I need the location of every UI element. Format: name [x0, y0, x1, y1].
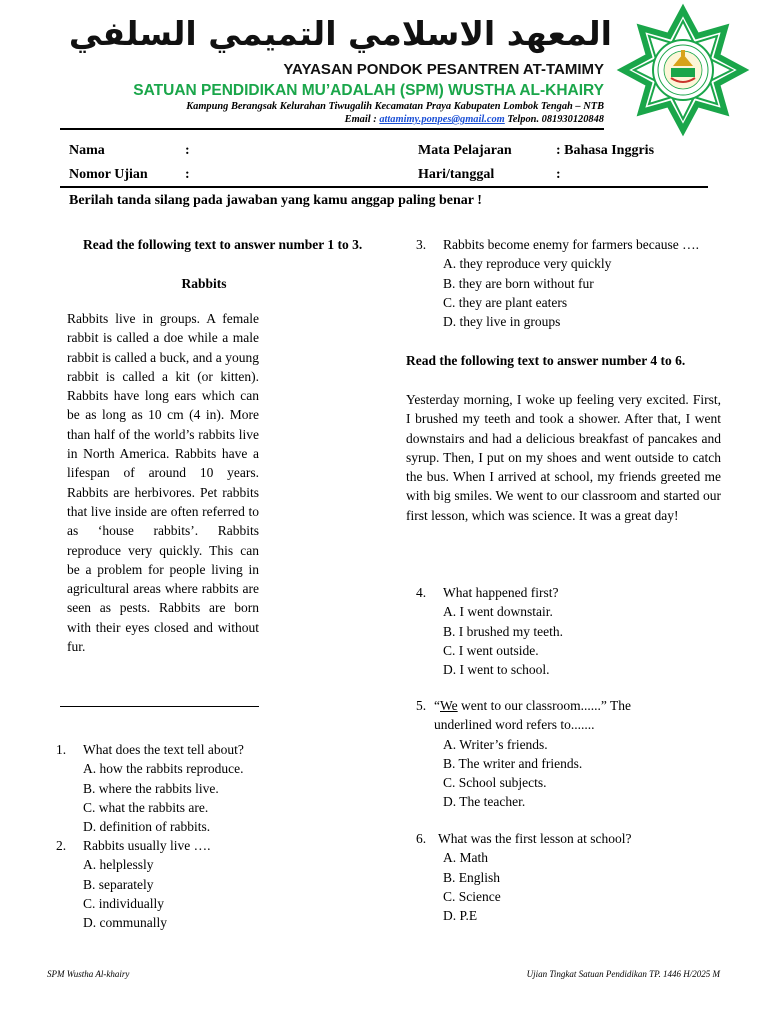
hari-tanggal-field[interactable]: :: [556, 167, 561, 182]
foundation-name: YAYASAN PONDOK PESANTREN AT-TAMIMY: [283, 61, 604, 78]
option-b[interactable]: B. they are born without fur: [443, 275, 594, 291]
question-number: 6.: [416, 831, 427, 846]
option-d[interactable]: D. The teacher.: [443, 794, 526, 810]
question-number: 4.: [416, 585, 427, 600]
reading-2-heading: Read the following text to answer number 4 to 6.: [406, 353, 686, 368]
option-c[interactable]: C. I went outside.: [443, 642, 539, 658]
underlined-word: We: [440, 698, 458, 713]
option-a[interactable]: A. Math: [443, 850, 488, 866]
school-contact: [60, 113, 604, 126]
option-c[interactable]: C. individually: [83, 895, 164, 911]
option-b[interactable]: B. English: [443, 869, 501, 885]
option-b[interactable]: B. where the rabbits live.: [83, 780, 219, 796]
option-d[interactable]: D. P.E: [443, 908, 478, 924]
email-link[interactable]: attamimy.ponpes@gmail.com: [379, 114, 505, 125]
header-divider: [60, 128, 604, 130]
school-address: Kampung Berangsak Kelurahan Tiwugalih Kecamatan Praya Kabupaten Lombok Tengah – NTB: [186, 101, 604, 112]
option-c[interactable]: C. they are plant eaters: [443, 294, 568, 310]
question-text: Rabbits become enemy for farmers because ….: [443, 237, 700, 252]
question-2: [56, 836, 356, 932]
reading-1-title: Rabbits: [181, 276, 227, 291]
hari-tanggal-label: Hari/tanggal: [418, 167, 495, 182]
nama-field[interactable]: :: [185, 143, 190, 158]
mata-pelajaran-label: Mata Pelajaran: [418, 143, 512, 158]
nama-label: Nama: [69, 143, 105, 158]
question-1: [56, 740, 356, 836]
question-text: [434, 696, 676, 735]
option-b[interactable]: B. I brushed my teeth.: [443, 623, 563, 639]
option-d[interactable]: D. I went to school.: [443, 662, 550, 678]
nomor-ujian-label: Nomor Ujian: [69, 167, 148, 182]
question-number: 5.: [416, 698, 427, 713]
reading-1-passage: Rabbits live in groups. A female rabbit is called a doe while a male rabbit is called a buck, and a young rabbit is called a kit (or kitten). Rabbits have long ears which can be as long as 10 cm (4 in). More than half of the world’s rabbits live in North America. Rabbits have a lifespan of around 10 years. Rabbits are herbivores. Pet rabbits that live inside are often referred to as ‘house rabbits’. Rabbits reproduce very quickly. This can be a problem for people living in agricultural areas where rabbits are seen as pests. Rabbits are born with their eyes closed and without fur.: [67, 311, 259, 655]
school-unit-name: SATUAN PENDIDIKAN MU’ADALAH (SPM) WUSTHA AL-KHAIRY: [133, 82, 604, 99]
option-a[interactable]: A. helplessly: [83, 857, 154, 873]
option-a[interactable]: A. I went downstair.: [443, 604, 553, 620]
school-logo-icon: [621, 8, 745, 132]
option-d[interactable]: D. definition of rabbits.: [83, 819, 211, 835]
footer-exam-info: Ujian Tingkat Satuan Pendidikan TP. 1446 H/2025 M: [526, 969, 720, 979]
option-b[interactable]: B. separately: [83, 876, 154, 892]
question-4: [416, 583, 716, 679]
question-6: [416, 829, 716, 925]
question-text-rest: went to our classroom......” The underlined word refers to.......: [434, 698, 631, 733]
option-d[interactable]: D. communally: [83, 915, 167, 931]
arabic-institution-title: المعهد الاسلامي التميمي السلفي: [68, 14, 612, 53]
reading-1-heading: Read the following text to answer number 1 to 3.: [83, 237, 363, 252]
option-d[interactable]: D. they live in groups: [443, 314, 561, 330]
question-5: [416, 696, 676, 812]
nomor-ujian-field[interactable]: :: [185, 167, 190, 182]
question-text: What was the first lesson at school?: [438, 831, 632, 846]
passage-divider: [60, 706, 259, 707]
option-c[interactable]: C. School subjects.: [443, 775, 547, 791]
quote-open: “: [434, 698, 440, 713]
option-a[interactable]: A. Writer’s friends.: [443, 736, 548, 752]
option-b[interactable]: B. The writer and friends.: [443, 755, 583, 771]
question-text: Rabbits usually live ….: [83, 838, 211, 853]
mata-pelajaran-value: : Bahasa Inggris: [556, 143, 655, 158]
footer-school: SPM Wustha Al-khairy: [47, 969, 130, 979]
question-3: [416, 235, 716, 331]
email-label: Email :: [344, 114, 377, 125]
question-number: 1.: [56, 742, 67, 757]
question-text: What does the text tell about?: [83, 742, 244, 757]
option-c[interactable]: C. what the rabbits are.: [83, 799, 209, 815]
question-number: 3.: [416, 237, 427, 252]
exam-instruction: Berilah tanda silang pada jawaban yang kamu anggap paling benar !: [69, 193, 482, 208]
question-text: What happened first?: [443, 585, 559, 600]
option-c[interactable]: C. Science: [443, 888, 501, 904]
identity-divider: [60, 186, 708, 188]
option-a[interactable]: A. they reproduce very quickly: [443, 256, 612, 272]
reading-2-passage: Yesterday morning, I woke up feeling very excited. First, I brushed my teeth and took a shower. After that, I went downstairs and had a delicious breakfast of pancakes and syrup. Then, I put on my shoes and went outside to catch the bus. When I arrived at school, my friends greeted me with big smiles. We went to our classroom and started our first lesson, which was science. It was a great day!: [406, 392, 721, 523]
phone-number: Telpon. 081930120848: [507, 114, 604, 125]
question-number: 2.: [56, 838, 67, 853]
option-a[interactable]: A. how the rabbits reproduce.: [83, 761, 244, 777]
